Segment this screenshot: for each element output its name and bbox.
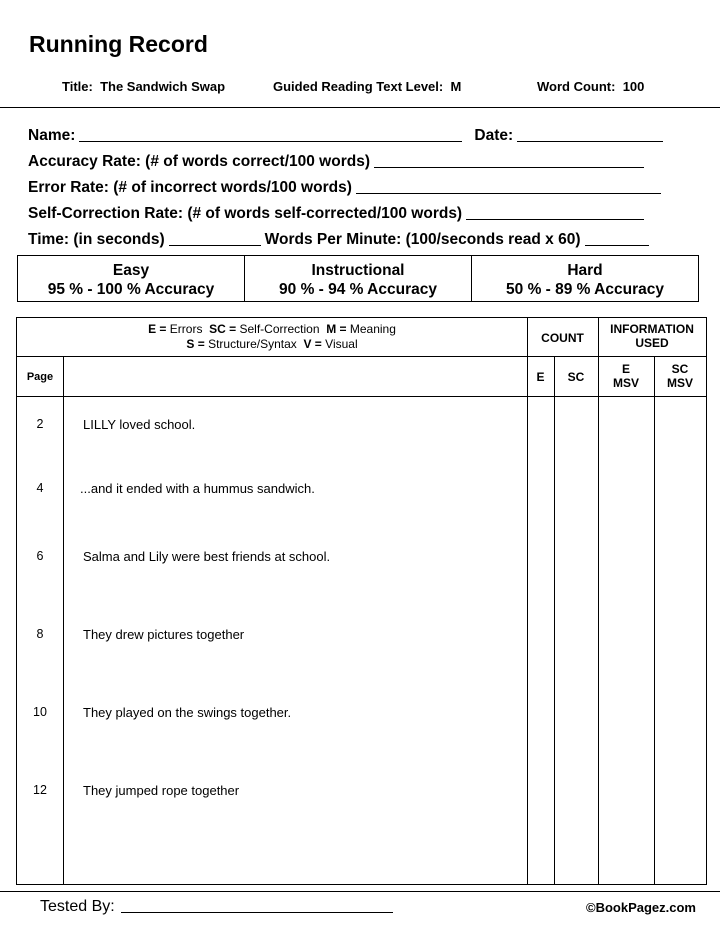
msv-column-divider	[654, 356, 655, 884]
level-instructional-range: 90 % - 94 % Accuracy	[279, 281, 437, 298]
error-row	[28, 171, 688, 197]
legend-m-key: M =	[326, 322, 347, 336]
sc-header: SC	[567, 370, 585, 384]
row-text: They jumped rope together	[83, 783, 240, 798]
text-column-divider	[527, 318, 528, 884]
level-easy-range: 95 % - 100 % Accuracy	[47, 281, 215, 298]
level-instructional	[245, 256, 472, 301]
row-text: They drew pictures together	[83, 627, 245, 642]
accuracy-levels-table	[17, 255, 699, 302]
book-title-value: The Sandwich Swap	[100, 79, 226, 94]
count-header: COUNT	[541, 331, 584, 345]
legend-e-val: Errors	[169, 322, 203, 336]
e-column-divider	[554, 356, 555, 884]
level-easy	[18, 256, 245, 301]
word-count-label: Word Count:	[537, 79, 616, 94]
row-page: 4	[36, 481, 44, 495]
level-instructional-name: Instructional	[311, 262, 405, 279]
row-page: 2	[36, 417, 44, 431]
legend-sc-val: Self-Correction	[239, 322, 320, 336]
book-title	[62, 79, 225, 94]
self-correction-field[interactable]	[466, 201, 644, 220]
level-hard-name: Hard	[567, 262, 603, 279]
legend-v-val: Visual	[325, 337, 358, 351]
page-title: Running Record	[29, 31, 208, 57]
text-level	[273, 79, 461, 94]
row-text: Salma and Lily were best friends at school.	[83, 549, 331, 564]
legend-e-key: E =	[148, 322, 167, 336]
level-easy-name: Easy	[112, 262, 150, 279]
legend-s-val: Structure/Syntax	[208, 337, 297, 351]
tested-by-field[interactable]	[121, 898, 393, 913]
text-level-value: M	[450, 79, 462, 94]
time-label: Time: (in seconds)	[28, 231, 165, 248]
accuracy-field[interactable]	[374, 149, 644, 168]
legend-v-key: V =	[303, 337, 322, 351]
word-count-value: 100	[622, 79, 645, 94]
row-page: 6	[36, 549, 44, 563]
row-text: They played on the swings together.	[83, 705, 292, 720]
e-header: E	[536, 370, 545, 384]
sc-msv-header-line1: SC	[671, 362, 689, 376]
page-column-divider	[63, 356, 64, 884]
header-divider	[0, 107, 720, 108]
sc-msv-header-line2: MSV	[666, 376, 693, 390]
name-date-row	[28, 119, 688, 145]
book-title-label: Title:	[62, 79, 93, 94]
tested-by	[40, 898, 393, 916]
self-correction-row	[28, 197, 688, 223]
date-label: Date:	[474, 127, 514, 144]
running-record-grid	[16, 317, 707, 885]
row-page: 12	[33, 783, 47, 797]
information-header-line2: USED	[635, 336, 669, 350]
accuracy-row	[28, 145, 688, 171]
time-field[interactable]	[169, 227, 261, 246]
page-header: Page	[26, 371, 54, 383]
level-hard	[472, 256, 698, 301]
text-level-label: Guided Reading Text Level:	[273, 79, 444, 94]
legend-s-key: S =	[186, 337, 205, 351]
tested-by-label: Tested By:	[40, 898, 115, 915]
grid-header-divider	[17, 356, 706, 357]
e-msv-header-line1: E	[621, 362, 630, 376]
wpm-label: Words Per Minute: (100/seconds read x 60)	[264, 231, 581, 248]
row-text: LILLY loved school.	[83, 417, 196, 432]
grid-columns-divider	[17, 396, 706, 397]
information-used-header	[598, 322, 706, 350]
date-field[interactable]	[517, 123, 663, 142]
error-field[interactable]	[356, 175, 661, 194]
name-field[interactable]	[79, 123, 462, 142]
sc-msv-header	[654, 362, 706, 390]
row-page: 8	[36, 627, 44, 641]
word-count	[537, 79, 644, 94]
name-label: Name:	[28, 127, 76, 144]
level-hard-range: 50 % - 89 % Accuracy	[506, 281, 664, 298]
copyright: ©BookPagez.com	[586, 900, 696, 915]
student-info-fields	[28, 119, 688, 251]
accuracy-label: Accuracy Rate: (# of words correct/100 words)	[28, 153, 370, 170]
wpm-field[interactable]	[585, 227, 649, 246]
row-text: ...and it ended with a hummus sandwich.	[80, 481, 315, 496]
row-page: 10	[33, 705, 47, 719]
e-msv-header	[598, 362, 654, 390]
legend-sc-key: SC =	[209, 322, 237, 336]
count-info-divider	[598, 318, 599, 884]
error-label: Error Rate: (# of incorrect words/100 words)	[28, 179, 352, 196]
footer-divider	[0, 891, 720, 892]
information-header-line1: INFORMATION	[610, 322, 694, 336]
legend	[17, 322, 527, 352]
time-wpm-row	[28, 223, 688, 249]
e-msv-header-line2: MSV	[612, 376, 639, 390]
legend-m-val: Meaning	[349, 322, 396, 336]
self-correction-label: Self-Correction Rate: (# of words self-corrected/100 words)	[28, 205, 463, 222]
